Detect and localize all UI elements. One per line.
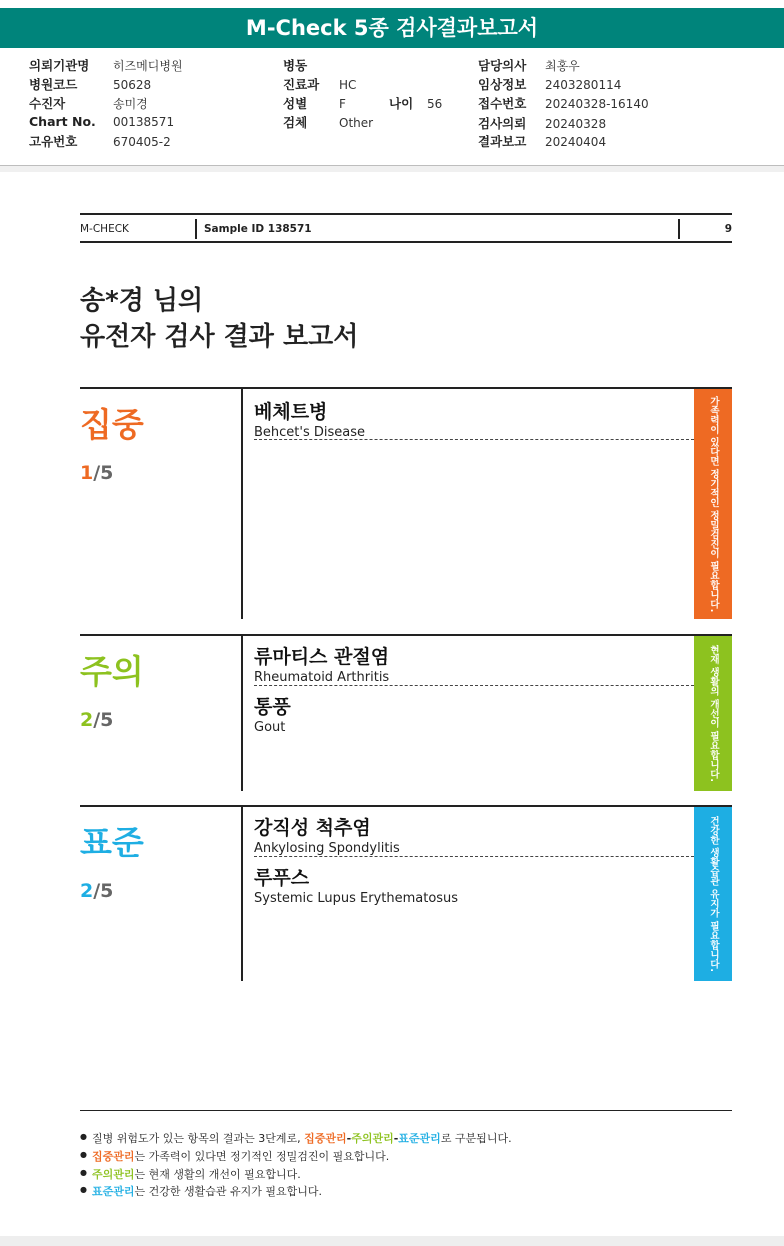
- info-value: 20240328: [545, 117, 607, 131]
- section-note-bar: 건강한 생활습관 유지가 필요합니다.: [694, 807, 732, 981]
- info-value: 최홍우: [545, 59, 580, 73]
- count-value: 1: [80, 462, 94, 484]
- column-divider: [241, 389, 243, 619]
- footnote-text: 로 구분됩니다.: [440, 1132, 512, 1145]
- disease-item: [254, 863, 694, 906]
- disease-name-ko: 베체트병: [254, 401, 328, 423]
- disease-item: [254, 692, 694, 735]
- info-row-report-date: [478, 132, 606, 150]
- info-row-hospital-code: [29, 75, 151, 93]
- count-total: /5: [93, 709, 114, 731]
- section-divider: [0, 166, 784, 172]
- info-row-sex: [283, 94, 442, 112]
- disease-item: [254, 397, 694, 440]
- info-label: 검사의뢰: [478, 116, 527, 131]
- footnote-3: [80, 1166, 301, 1182]
- count-total: /5: [93, 462, 114, 484]
- info-value: 670405-2: [113, 135, 171, 149]
- info-label: 고유번호: [29, 134, 78, 149]
- report-title-bar: M-Check 5종 검사결과보고서: [0, 8, 784, 48]
- disease-item: [254, 642, 694, 685]
- disease-name-en: Ankylosing Spondylitis: [254, 841, 400, 856]
- page-number: 9: [724, 223, 732, 235]
- info-value: 50628: [113, 78, 152, 92]
- disease-item: [254, 813, 694, 856]
- focus-label: 집중관리: [304, 1132, 347, 1145]
- dashed-divider: [254, 685, 694, 686]
- disease-name-ko: 통풍: [254, 696, 291, 718]
- footnote-text: 는 현재 생활의 개선이 필요합니다.: [134, 1168, 301, 1181]
- separator: -: [393, 1132, 399, 1145]
- info-label: 병원코드: [29, 77, 78, 92]
- section-count: [80, 880, 113, 902]
- info-label: 병동: [283, 58, 308, 73]
- column-divider: [241, 636, 243, 791]
- risk-section-caution: [80, 634, 732, 791]
- risk-section-standard: [80, 805, 732, 981]
- info-row-specimen: [283, 113, 373, 131]
- info-row-patient: [29, 94, 148, 112]
- info-value: 20240404: [545, 135, 607, 149]
- info-value: Other: [339, 116, 374, 130]
- footnote-4: [80, 1183, 322, 1199]
- info-row-request-date: [478, 114, 606, 132]
- disease-name-en: Gout: [254, 720, 286, 735]
- dashed-divider: [254, 439, 694, 440]
- section-name: 집중: [80, 405, 144, 444]
- footnote-divider: [80, 1110, 732, 1111]
- info-row-department: [283, 75, 356, 93]
- info-row-unique-no: [29, 132, 171, 150]
- info-row-doctor: [478, 56, 580, 74]
- info-value-age: 56: [427, 97, 443, 111]
- bullet-icon: ●: [80, 1132, 87, 1141]
- info-row-chart-no: [29, 114, 174, 129]
- standard-label: 표준관리: [398, 1132, 441, 1145]
- info-value: 00138571: [113, 115, 175, 129]
- count-value: 2: [80, 709, 94, 731]
- info-label: 의뢰기관명: [29, 58, 90, 73]
- section-note-bar: 가족력이 있다면 정기적인 정밀검진이 필요합니다.: [694, 389, 732, 619]
- info-label: 검체: [283, 115, 308, 130]
- bullet-icon: ●: [80, 1168, 87, 1177]
- info-value: HC: [339, 78, 357, 92]
- disease-name-ko: 루푸스: [254, 867, 310, 889]
- report-running-header: [80, 213, 732, 243]
- disease-name-en: Rheumatoid Arthritis: [254, 670, 390, 685]
- section-name: 표준: [80, 823, 144, 862]
- info-row-receipt-no: [478, 94, 649, 112]
- footnote-2: [80, 1148, 389, 1164]
- info-value: F: [339, 97, 346, 111]
- info-label: Chart No.: [29, 114, 96, 129]
- disease-name-en: Systemic Lupus Erythematosus: [254, 891, 459, 906]
- info-label: 결과보고: [478, 134, 527, 149]
- standard-label: 표준관리: [91, 1185, 135, 1198]
- patient-info-header: [0, 48, 784, 166]
- sample-id: Sample ID 138571: [204, 223, 312, 235]
- count-total: /5: [93, 880, 114, 902]
- section-count: [80, 462, 113, 484]
- divider: [678, 219, 680, 239]
- info-value: 2403280114: [545, 78, 622, 92]
- divider: [195, 219, 197, 239]
- footnote-text: 는 가족력이 있다면 정기적인 정밀검진이 필요합니다.: [134, 1150, 390, 1163]
- info-label: 진료과: [283, 77, 320, 92]
- section-name: 주의: [80, 652, 144, 691]
- separator: -: [346, 1132, 352, 1145]
- footnote-text: 질병 위험도가 있는 항목의 결과는 3단계로,: [91, 1132, 305, 1145]
- disease-name-en: Behcet's Disease: [254, 425, 366, 440]
- info-value: 20240328-16140: [545, 97, 649, 111]
- info-label: 담당의사: [478, 58, 527, 73]
- caution-label: 주의관리: [91, 1168, 135, 1181]
- info-label: 수진자: [29, 96, 66, 111]
- bullet-icon: ●: [80, 1150, 87, 1159]
- column-divider: [241, 807, 243, 981]
- footnote-text: 는 건강한 생활습관 유지가 필요합니다.: [134, 1185, 322, 1198]
- info-row-ward: [283, 56, 339, 74]
- info-row-institution: [29, 56, 183, 74]
- brand-label: M-CHECK: [80, 223, 129, 235]
- report-title-line2: 유전자 검사 결과 보고서: [80, 322, 359, 352]
- info-label: 접수번호: [478, 96, 527, 111]
- disease-name-ko: 강직성 척추염: [254, 817, 371, 839]
- info-label-age: 나이: [389, 96, 414, 111]
- report-title-line1: 송*경 님의: [80, 286, 204, 316]
- info-value: 송미경: [113, 97, 148, 111]
- bullet-icon: ●: [80, 1185, 87, 1194]
- risk-section-focus: [80, 387, 732, 619]
- caution-label: 주의관리: [351, 1132, 394, 1145]
- dashed-divider: [254, 856, 694, 857]
- info-label: 임상정보: [478, 77, 527, 92]
- info-label: 성별: [283, 96, 308, 111]
- count-value: 2: [80, 880, 94, 902]
- info-value: 히즈메디병원: [113, 59, 183, 73]
- section-count: [80, 709, 113, 731]
- section-note-bar: 현재 생활의 개선이 필요합니다.: [694, 636, 732, 791]
- page-bottom-margin: [0, 1236, 784, 1246]
- footnote-1: [80, 1130, 512, 1146]
- info-row-clinical-info: [478, 75, 621, 93]
- focus-label: 집중관리: [91, 1150, 135, 1163]
- disease-name-ko: 류마티스 관절염: [254, 646, 390, 668]
